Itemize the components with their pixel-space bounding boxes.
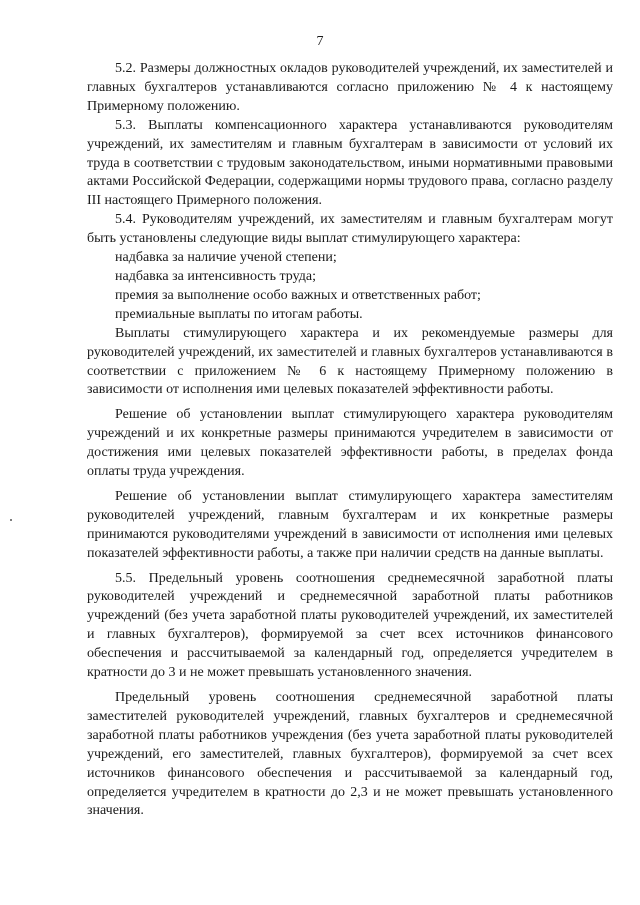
list-item-results-bonus: премиальные выплаты по итогам работы. — [115, 306, 363, 322]
page-number: 7 — [316, 34, 324, 49]
list-item-degree-bonus: надбавка за наличие ученой степени; — [115, 250, 337, 266]
list-item-intensity-bonus: надбавка за интенсивность труда; — [115, 268, 316, 284]
list-item-important-work-bonus: премия за выполнение особо важных и ответственных работ; — [115, 287, 481, 303]
scan-speck — [10, 519, 12, 521]
paragraph-5-5: 5.5. Предельный уровень соотношения среднемесячной заработной платы руководителей учреждений и среднемесячной заработной платы работников учреждений (без учета заработной платы руководителей учреждений, их заместителей и главных бухгалтеров), формируемой за счет всех источников финансового обеспечения и рассчитываемой за календарный год, определяется учредителем в кратности до 3 и не может превышать установленного значения. — [87, 570, 613, 681]
paragraph-deputies-decision: Решение об установлении выплат стимулирующего характера заместителям руководителей учреждений, главным бухгалтерам и их конкретные размеры принимаются руководителями учреждений в зависимости от исполнения ими целевых показателей эффективности работы, а также при наличии средств на данные выплаты. — [87, 488, 613, 561]
paragraph-deputies-ratio: Предельный уровень соотношения среднемесячной заработной платы заместителей руководителей учреждений, главных бухгалтеров и среднемесячной заработной платы работников учреждения (без учета заработной платы руководителей учреждений, его заместителей, главных бухгалтеров), формируемой за счет всех источников финансового обеспечения и рассчитываемой за календарный год, определяется учредителем в кратности до 2,3 и не может превышать установленного значения. — [87, 690, 613, 819]
paragraph-5-3: 5.3. Выплаты компенсационного характера устанавливаются руководителям учреждений, их заместителям и главным бухгалтерам в зависимости от условий их труда в соответствии с трудовым законодательством, иными нормативными правовыми актами Российской Федерации, содержащими нормы трудового права, согласно разделу III настоящего Примерного положения. — [87, 117, 613, 209]
paragraph-5-2: 5.2. Размеры должностных окладов руководителей учреждений, их заместителей и главных бухгалтеров устанавливаются согласно приложению № 4 к настоящему Примерному положению. — [87, 61, 613, 114]
paragraph-heads-decision: Решение об установлении выплат стимулирующего характера руководителям учреждений и их конкретные размеры принимаются учредителем в зависимости от достижения ими целевых показателей эффективности работы, в пределах фонда оплаты труда учреждения. — [87, 407, 613, 480]
paragraph-incentive-sizes: Выплаты стимулирующего характера и их рекомендуемые размеры для руководителей учреждений, их заместителей и главных бухгалтеров устанавливаются в соответствии с приложением № 6 к настоящему Примерному положению в зависимости от исполнения ими целевых показателей эффективности работы. — [87, 325, 613, 398]
paragraph-5-4: 5.4. Руководителям учреждений, их заместителям и главным бухгалтерам могут быть установлены следующие виды выплат стимулирующего характера: — [87, 212, 613, 247]
document-body — [87, 60, 613, 821]
